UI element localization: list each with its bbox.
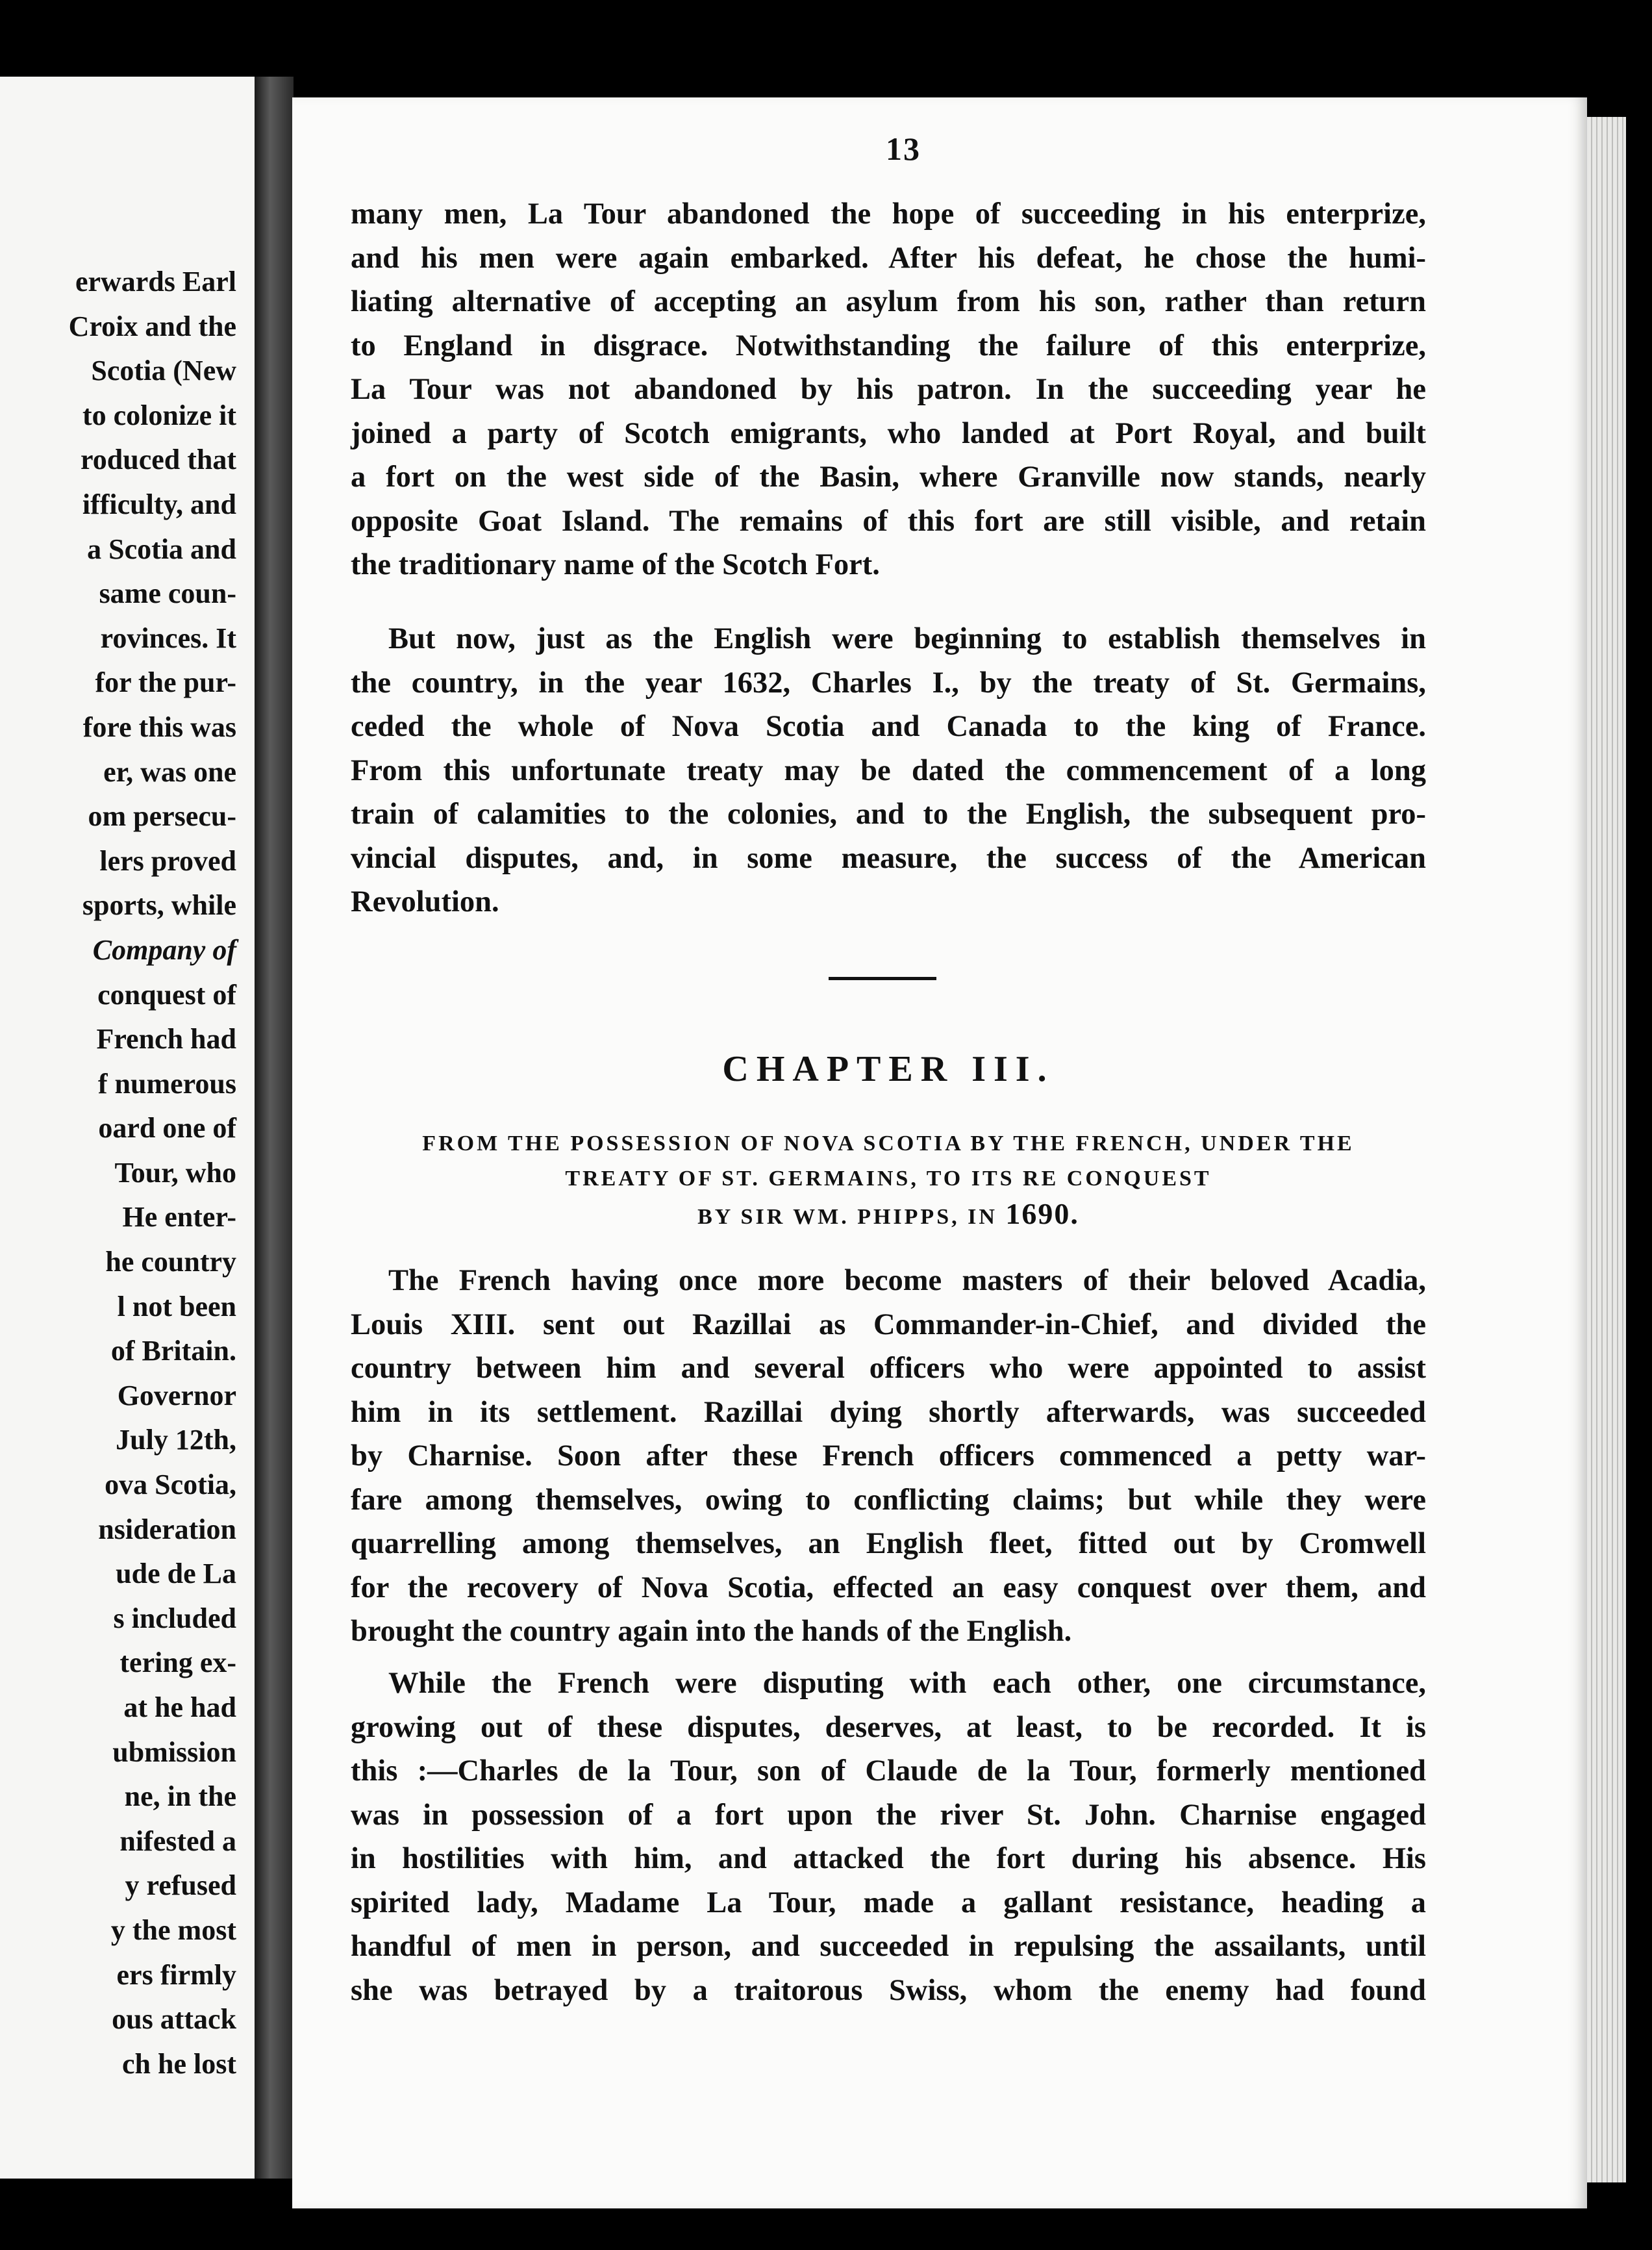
left-page-line: Company of <box>92 933 236 966</box>
left-page-line: conquest of <box>97 978 236 1011</box>
left-page-line: y the most <box>110 1914 236 1946</box>
text-line: train of calamities to the colonies, and to the English, the subsequent pro- <box>351 798 1426 831</box>
left-page-line: Croix and the <box>68 310 236 342</box>
text-line: The French having once more become masters of their beloved Acadia, <box>388 1264 1426 1297</box>
chapter-subtitle <box>351 1126 1426 1235</box>
left-page-line: ne, in the <box>124 1780 236 1813</box>
text-line: many men, La Tour abandoned the hope of succeeding in his enterprize, <box>351 197 1426 231</box>
text-line: growing out of these disputes, deserves, at least, to be recorded. It is <box>351 1710 1426 1744</box>
paragraph-1 <box>351 192 1426 587</box>
text-line: vincial disputes, and, in some measure, the success of the American <box>351 841 1426 875</box>
left-page-line: Governor <box>117 1379 236 1411</box>
left-page-line: at he had <box>123 1691 236 1723</box>
text-line: liating alternative of accepting an asylum from his son, rather than return <box>351 285 1426 318</box>
left-page-line: French had <box>96 1023 236 1055</box>
text-line: joined a party of Scotch emigrants, who landed at Port Royal, and built <box>351 416 1426 450</box>
text-line: and his men were again embarked. After his defeat, he chose the humi- <box>351 241 1426 275</box>
text-line: opposite Goat Island. The remains of this fort are still visible, and retain <box>351 504 1426 538</box>
text-line: brought the country again into the hands of the English. <box>351 1615 1072 1648</box>
left-page-line: ubmission <box>112 1736 236 1768</box>
left-page-line: f numerous <box>97 1067 236 1100</box>
subtitle-year: 1690. <box>1005 1197 1079 1230</box>
text-line: fare among themselves, owing to conflicting claims; but while they were <box>351 1483 1426 1517</box>
text-line: him in its settlement. Razillai dying shortly afterwards, was succeeded <box>351 1395 1426 1429</box>
text-line: country between him and several officers who were appointed to assist <box>351 1352 1426 1385</box>
page-edges <box>1587 117 1626 2182</box>
text-line: for the recovery of Nova Scotia, effected an easy conquest over them, and <box>351 1571 1426 1604</box>
left-page-line: a Scotia and <box>87 533 236 565</box>
left-page-line: lers proved <box>99 844 236 877</box>
left-page-line: erwards Earl <box>75 266 236 297</box>
left-page-line: Tour, who <box>114 1156 236 1189</box>
paragraph-4 <box>351 1662 1426 2012</box>
text-line: La Tour was not abandoned by his patron. In the succeeding year he <box>351 373 1426 406</box>
text-line: the traditionary name of the Scotch Fort. <box>351 548 880 581</box>
text-line: From this unfortunate treaty may be dated the commencement of a long <box>351 753 1426 787</box>
text-line: a fort on the west side of the Basin, where Granville now stands, nearly <box>351 461 1426 494</box>
left-page-line: nsideration <box>98 1513 236 1545</box>
text-line: While the French were disputing with each other, one circumstance, <box>388 1667 1426 1700</box>
left-page-text <box>69 260 236 2086</box>
text-line: in hostilities with him, and attacked the fort during his absence. His <box>351 1842 1426 1875</box>
subtitle-line3-text: BY SIR WM. PHIPPS, IN <box>697 1205 997 1229</box>
paragraph-2 <box>351 617 1426 924</box>
text-line: quarrelling among themselves, an English fleet, fitted out by Cromwell <box>351 1527 1426 1560</box>
subtitle-line: FROM THE POSSESSION OF NOVA SCOTIA BY THE FRENCH, UNDER THE <box>422 1131 1355 1156</box>
left-page-line: s included <box>113 1602 236 1634</box>
left-page-line: Scotia (New <box>91 355 236 387</box>
left-page-line: ers firmly <box>116 1958 236 1991</box>
left-page-line: of Britain. <box>110 1335 236 1367</box>
text-line: she was betrayed by a traitorous Swiss, whom the enemy had found <box>351 1973 1426 2007</box>
left-page-line: l not been <box>117 1290 236 1322</box>
subtitle-line <box>351 1196 1426 1235</box>
text-line: by Charnise. Soon after these French officers commenced a petty war- <box>351 1439 1426 1473</box>
section-divider <box>829 977 936 980</box>
text-line: was in possession of a fort upon the river St. John. Charnise engaged <box>351 1798 1426 1832</box>
left-page-line: er, was one <box>103 755 236 788</box>
left-page-line: ude de La <box>116 1558 236 1590</box>
left-page-line: He enter- <box>122 1201 236 1233</box>
paragraph-3 <box>351 1259 1426 1654</box>
left-page-line: July 12th, <box>116 1424 236 1456</box>
subtitle-line: TREATY OF ST. GERMAINS, TO ITS RE CONQUEST <box>565 1167 1212 1191</box>
text-line: Louis XIII. sent out Razillai as Commander-in-Chief, and divided the <box>351 1308 1426 1341</box>
left-page-line: nifested a <box>119 1825 236 1857</box>
left-page-line: for the pur- <box>95 666 236 699</box>
text-line: spirited lady, Madame La Tour, made a gallant resistance, heading a <box>351 1886 1426 1919</box>
text-line: the country, in the year 1632, Charles I., by the treaty of St. Germains, <box>351 666 1426 700</box>
left-facing-page <box>0 77 257 2179</box>
left-page-line: ch he lost <box>122 2047 236 2080</box>
left-page-line: fore this was <box>82 711 236 743</box>
left-page-line: same coun- <box>99 577 236 610</box>
left-page-line: sports, while <box>82 889 236 922</box>
text-line: this :—Charles de la Tour, son of Claude de la Tour, formerly mentioned <box>351 1754 1426 1788</box>
left-page-line: om persecu- <box>88 800 236 833</box>
text-line: to England in disgrace. Notwithstanding the failure of this enterprize, <box>351 329 1426 362</box>
left-page-line: roduced that <box>81 444 236 476</box>
text-line: Revolution. <box>351 885 499 918</box>
text-line: But now, just as the English were beginning to establish themselves in <box>388 622 1426 655</box>
book-gutter <box>255 77 294 2179</box>
left-page-line: ifficulty, and <box>82 488 236 520</box>
left-page-line: oard one of <box>98 1112 236 1144</box>
page-number: 13 <box>886 131 921 167</box>
left-page-line: y refused <box>125 1869 236 1902</box>
left-page-line: ous attack <box>112 2003 236 2036</box>
left-page-line: rovinces. It <box>100 622 236 654</box>
chapter-heading: CHAPTER III. <box>722 1049 1055 1089</box>
left-page-line: to colonize it <box>82 399 236 431</box>
left-page-line: he country <box>105 1246 236 1278</box>
text-line: ceded the whole of Nova Scotia and Canada to the king of France. <box>351 710 1426 743</box>
left-page-line: tering ex- <box>119 1647 236 1679</box>
left-page-line: ova Scotia, <box>105 1469 236 1501</box>
text-line: handful of men in person, and succeeded in repulsing the assailants, until <box>351 1930 1426 1963</box>
